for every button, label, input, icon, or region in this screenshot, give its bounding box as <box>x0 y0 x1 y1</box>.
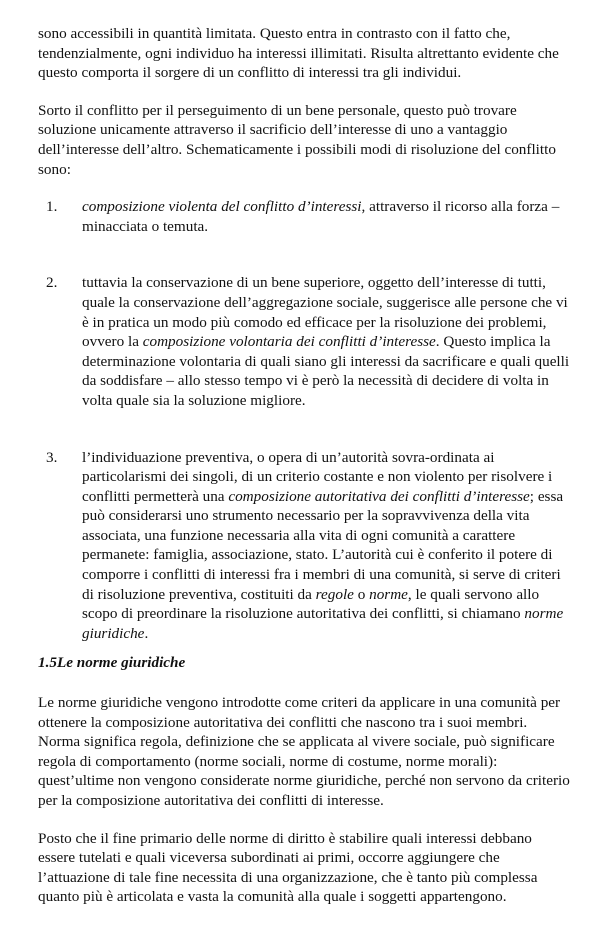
list-item <box>38 197 572 236</box>
list-number: 3. <box>46 448 58 466</box>
emphasis: composizione violenta del conflitto d’interessi <box>82 198 362 216</box>
paragraph-norms: Le norme giuridiche vengono introdotte come criteri da applicare in una comunità per ottenere la composizione autoritativa dei conflitti che nascono tra i suoi membri. Norma significa regola, definizione che se applicata al vivere sociale, può significare regola di comportamento (norme sociali, norme di costume, norme morali): quest’ultime non vengono considerate norme giuridiche, perché non servono da criterio per la composizione autoritativa dei conflitti di interesse. <box>38 694 570 809</box>
list-item <box>38 273 572 410</box>
paragraph-purpose: Posto che il fine primario delle norme di diritto è stabilire quali interessi debbano essere tutelati e quali viceversa subordinati ai primi, occorre aggiungere che l’attuazione di tale fine necessita di una organizzazione, che è tanto più complessa quanto più è articolata e vasta la comunità alla quale i soggetti appartengono. <box>38 829 538 906</box>
list-item-text: tuttavia la conservazione di un bene superiore, oggetto dell’interesse di tutti, quale la conservazione dell’aggregazione sociale, suggerisce alle persone che vi è in pratica un modo più comodo ed efficace per la risoluzione dei problemi, ovvero la composizione volontaria dei conflitti d’interesse. Questo implica la determinazione volontaria di quali siano gli interessi da sacrificare e quali quelli da soddisfare – allo stesso tempo vi è però la necessità di decidere di volta in volta quale sia la soluzione migliore. <box>82 274 570 409</box>
emphasis: norme <box>369 585 408 603</box>
paragraph-intro: sono accessibili in quantità limitata. Questo entra in contrasto con il fatto che, tendenzialmente, ogni individuo ha interessi illimitati. Risulta altrettanto evidente che questo comporta il sorgere di un conflitto di interessi tra gli individui. <box>38 25 559 82</box>
document-page <box>38 24 572 925</box>
section-heading: 1.5Le norme giuridiche <box>38 654 186 672</box>
list-number: 2. <box>46 274 58 292</box>
list-item-text: composizione violenta del conflitto d’interessi, attraverso il ricorso alla forza – minacciata o temuta. <box>82 198 560 235</box>
emphasis: regole <box>315 585 354 603</box>
list-item <box>38 448 572 644</box>
resolution-list <box>38 197 572 643</box>
paragraph-conflict: Sorto il conflitto per il perseguimento di un bene personale, questo può trovare soluzione unicamente attraverso il sacrificio dell’interesse di uno a vantaggio dell’interesse dell’altro. Schematicamente i possibili modi di risoluzione del conflitto sono: <box>38 101 556 178</box>
emphasis: composizione volontaria dei conflitti d’interesse <box>142 333 436 351</box>
list-item-text: l’individuazione preventiva, o opera di un’autorità sovra-ordinata ai particolarismi dei singoli, di un criterio costante e non violento per risolvere i conflitti permetterà una composizione autoritativa dei conflitti d’interesse; essa può considerarsi uno strumento necessario per la sopravvivenza della vita associata, una funzione necessaria alla vita di ogni comunità a carattere permanete: famiglia, associazione, stato. L’autorità cui è conferito il potere di comporre i conflitti di interessi fra i membri di una comunità, si serve di criteri di risoluzione preventiva, costituiti da regole o norme, le quali servono allo scopo di preordinare la risoluzione autoritativa dei conflitti, si chiamano norme giuridiche. <box>82 448 564 642</box>
list-number: 1. <box>46 198 58 216</box>
emphasis: composizione autoritativa dei conflitti d’interesse <box>228 487 530 505</box>
emphasis: norme giuridiche <box>82 605 564 642</box>
